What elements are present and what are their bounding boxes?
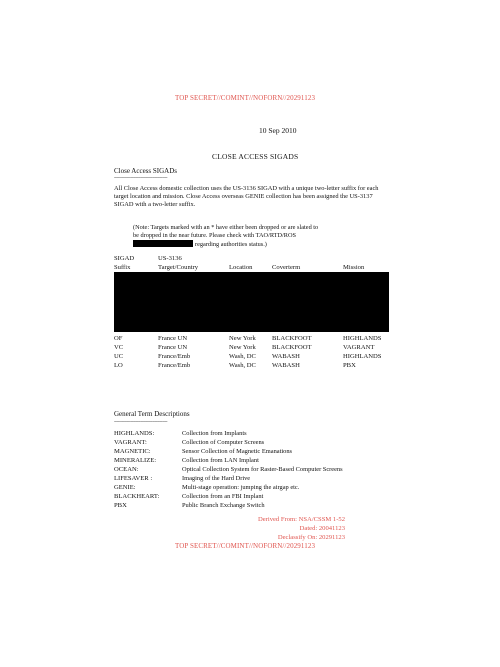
section-underline-terms: ------------------------------------------ [114,420,168,425]
cell-suffix: UC [114,353,124,360]
cell-suffix: OF [114,335,123,342]
classification-banner-top: TOP SECRET//COMINT//NOFORN//20291123 [175,94,316,102]
cell-location: New York [229,335,256,342]
term-description: Optical Collection System for Raster-Based Computer Screens [182,466,343,473]
cell-mission: PBX [343,362,356,369]
section-heading-terms: General Term Descriptions [114,410,190,418]
inline-redaction-box [133,240,193,247]
term-description: Multi-stage operation: jumping the airgap etc. [182,484,300,491]
dated: Dated: 20041123 [299,525,345,532]
cell-target: France/Emb [158,353,191,360]
note-line-3: regarding authorities status.) [195,241,267,249]
redaction-block [114,272,389,332]
note-line-2: be dropped in the near future. Please check with TAO/RTD/ROS [133,232,297,240]
term-name: HIGHLANDS: [114,430,155,437]
column-header-coverterm: Coverterm [272,264,301,271]
term-description: Collection from an FBI Implant [182,493,264,500]
term-name: VAGRANT: [114,439,147,446]
targets-note [133,224,383,250]
term-description: Public Branch Exchange Switch [182,502,265,509]
term-name: OCEAN: [114,466,139,473]
cell-mission: HIGHLANDS [343,353,382,360]
cell-target: France/Emb [158,362,191,369]
cell-coverterm: BLACKFOOT [272,344,312,351]
derived-from: Derived From: NSA/CSSM 1-52 [257,516,345,523]
term-name: GENIE: [114,484,136,491]
sigad-value: US-3136 [158,255,182,262]
cell-coverterm: WABASH [272,353,300,360]
cell-mission: VAGRANT [343,344,375,351]
term-description: Collection from Implants [182,430,247,437]
term-description: Sensor Collection of Magnetic Emanations [182,448,293,455]
column-header-mission: Mission [343,264,365,271]
cell-target: France UN [158,335,188,342]
cell-coverterm: WABASH [272,362,300,369]
column-header-target: Target/Country [158,264,199,271]
cell-suffix: LO [114,362,123,369]
column-header-location: Location [229,264,253,271]
term-name: MINERALIZE: [114,457,157,464]
document-date: 10 Sep 2010 [259,126,297,135]
cell-suffix: VC [114,344,124,351]
cell-mission: HIGHLANDS [343,335,382,342]
section-heading-sigads: Close Access SIGADs [114,167,177,175]
section-underline-sigads: ------------------------------------------ [114,176,168,181]
cell-location: Wash, DC [229,362,256,369]
term-name: PBX [114,502,127,509]
cell-coverterm: BLACKFOOT [272,335,312,342]
sigad-label: SIGAD [114,255,135,262]
document-title: CLOSE ACCESS SIGADS [212,152,299,161]
column-header-suffix: Suffix [114,264,131,271]
declassify-on: Declassify On: 20291123 [277,534,345,541]
term-description: Imaging of the Hard Drive [182,475,251,482]
note-line-1: (Note: Targets marked with an * have either been dropped or are slated to [133,224,319,231]
note-line-3-row [133,240,383,249]
term-name: BLACKHEART: [114,493,160,500]
sigads-paragraph: All Close Access domestic collection uses the US-3136 SIGAD with a unique two-letter suffix for each target location and mission. Close Access overseas GENIE collection has been assigned the US-3137 SIGAD with a two-letter suffix. [114,185,379,209]
term-name: MAGNETIC: [114,448,151,455]
cell-target: France UN [158,344,188,351]
term-description: Collection from LAN Implant [182,457,259,464]
classification-banner-bottom: TOP SECRET//COMINT//NOFORN//20291123 [175,542,316,550]
term-description: Collection of Computer Screens [182,439,265,446]
term-name: LIFESAVER : [114,475,153,482]
cell-location: New York [229,344,256,351]
cell-location: Wash, DC [229,353,256,360]
